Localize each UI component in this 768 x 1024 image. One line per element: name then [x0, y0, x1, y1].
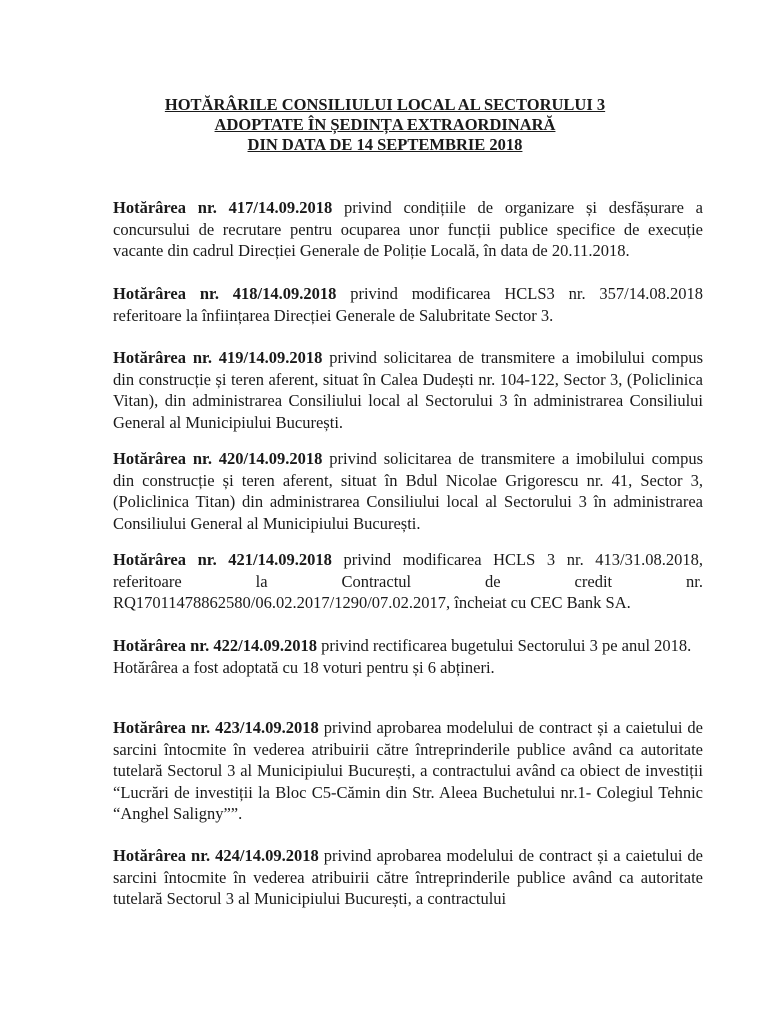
decision-title: Hotărârea nr. 421/14.09.2018 — [113, 550, 332, 569]
header-line-2: ADOPTATE ÎN ȘEDINȚA EXTRAORDINARĂ — [214, 115, 556, 134]
decision-title: Hotărârea nr. 423/14.09.2018 — [113, 718, 319, 737]
decision-417 — [113, 197, 703, 262]
decision-title: Hotărârea nr. 420/14.09.2018 — [113, 449, 323, 468]
decision-title: Hotărârea nr. 417/14.09.2018 — [113, 198, 333, 217]
decision-419 — [113, 347, 703, 433]
decision-text: privind aprobarea modelului de contract și a caietului de sarcini întocmite în vederea atribuirii către întreprinderile publice având ca autoritate tutelară Sectorul 3 al Municipiului București, a contractului — [113, 846, 703, 908]
decision-422 — [113, 635, 703, 678]
decision-424 — [113, 845, 703, 910]
decision-title: Hotărârea nr. 419/14.09.2018 — [113, 348, 323, 367]
decision-423 — [113, 717, 703, 825]
decision-text: privind condițiile de organizare și desfășurare a concursului de recrutare pentru ocuparea unor funcții publice specifice de execuție vacante din cadrul Direcției Generale de Poliție Locală, în data de 20.11.2018. — [113, 198, 704, 260]
document-header — [100, 95, 670, 155]
header-line-1: HOTĂRÂRILE CONSILIULUI LOCAL AL SECTORULUI 3 — [164, 95, 606, 114]
decision-420 — [113, 448, 703, 534]
decision-title: Hotărârea nr. 418/14.09.2018 — [113, 284, 337, 303]
decision-text: privind modificarea HCLS3 nr. 357/14.08.2018 referitoare la înființarea Direcției Generale de Salubritate Sector 3. — [113, 284, 703, 325]
decision-text: privind modificarea HCLS 3 nr. 413/31.08.2018, referitoare la Contractul de credit nr. — [113, 550, 703, 591]
decision-vote-note: Hotărârea a fost adoptată cu 18 voturi pentru și 6 abțineri. — [113, 657, 495, 677]
decision-421 — [113, 549, 703, 614]
decision-text: privind solicitarea de transmitere a imobilului compus din construcție și teren aferent, situat în Calea Dudești nr. 104-122, Sector 3, (Policlinica Vitan), din administrarea Consiliului local al Sectorului 3 în administrarea Consiliului General al Municipiului București. — [113, 348, 703, 432]
decision-title: Hotărârea nr. 422/14.09.2018 — [113, 636, 317, 655]
header-line-3: DIN DATA DE 14 SEPTEMBRIE 2018 — [247, 135, 523, 154]
decision-text-continued: RQ17011478862580/06.02.2017/1290/07.02.2017, încheiat cu CEC Bank SA. — [113, 593, 631, 612]
decision-text: privind solicitarea de transmitere a imobilului compus din construcție și teren aferent, situat în Bdul Nicolae Grigorescu nr. 41, Sector 3, (Policlinica Titan) din administrarea Consiliului local al Sectorului 3 în administrarea Consiliului General al Municipiului București. — [113, 449, 703, 533]
decision-text: privind rectificarea bugetului Sectorului 3 pe anul 2018. — [321, 636, 692, 655]
decision-text: privind aprobarea modelului de contract și a caietului de sarcini întocmite în vederea atribuirii către întreprinderile publice având ca autoritate tutelară Sectorul 3 al Municipiului București, a contractului având ca obiect de investiții “Lucrări de investiții la Bloc C5-Cămin din Str. Aleea Buchetului nr.1- Colegiul Tehnic “Anghel Saligny””. — [113, 718, 703, 823]
decision-418 — [113, 283, 703, 326]
decision-title: Hotărârea nr. 424/14.09.2018 — [113, 846, 319, 865]
